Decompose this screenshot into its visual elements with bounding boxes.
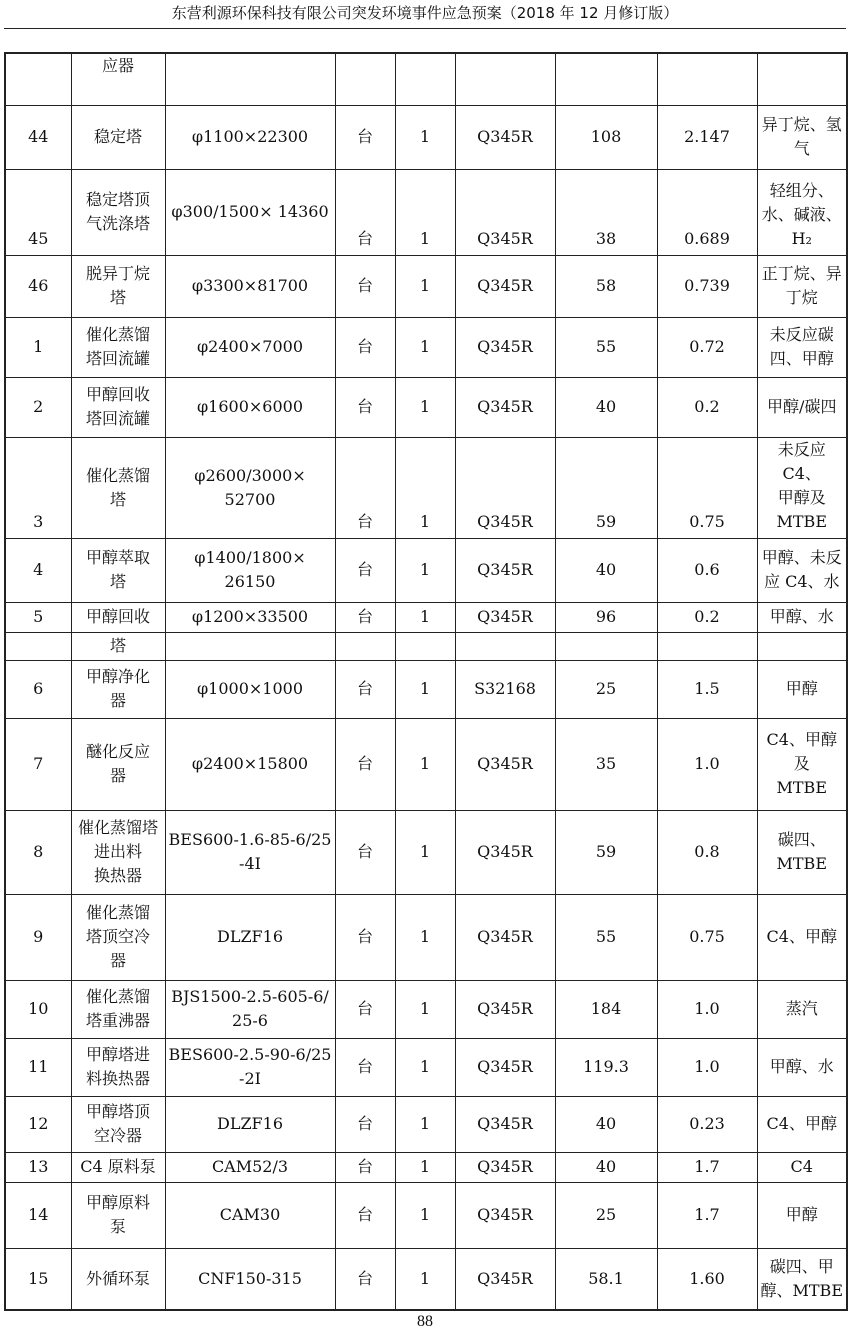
cell-unit: 台 (335, 602, 395, 632)
cell-pressure: 1.0 (657, 1038, 757, 1096)
cell-equipment-name: 催化蒸馏 塔重沸器 (71, 980, 165, 1038)
cell-medium: 未反应碳 四、甲醇 (757, 317, 847, 377)
cell-quantity: 1 (395, 810, 455, 894)
cell-material: Q345R (455, 317, 555, 377)
cell-spec (165, 632, 335, 660)
cell-spec: BJS1500-2.5-605-6/ 25-6 (165, 980, 335, 1038)
cell-quantity: 1 (395, 437, 455, 538)
page-number: 88 (417, 1313, 433, 1330)
cell-pressure: 1.7 (657, 1182, 757, 1248)
cell-pressure: 0.75 (657, 894, 757, 980)
cell-unit: 台 (335, 538, 395, 602)
cell-pressure: 0.2 (657, 377, 757, 437)
cell-medium: 甲醇 (757, 660, 847, 718)
cell-unit: 台 (335, 1182, 395, 1248)
cell-weight: 40 (555, 1096, 657, 1152)
cell-weight: 25 (555, 1182, 657, 1248)
table-row (5, 538, 847, 602)
table-row (5, 980, 847, 1038)
cell-material: Q345R (455, 105, 555, 169)
cell-quantity: 1 (395, 980, 455, 1038)
cell-unit (335, 632, 395, 660)
cell-pressure: 0.6 (657, 538, 757, 602)
cell-quantity: 1 (395, 1248, 455, 1310)
table-row (5, 1038, 847, 1096)
cell-quantity (395, 632, 455, 660)
cell-medium (757, 632, 847, 660)
cell-spec: φ1600×6000 (165, 377, 335, 437)
cell-equipment-name: C4 原料泵 (71, 1152, 165, 1182)
cell-quantity: 1 (395, 377, 455, 437)
cell-spec: φ2600/3000× 52700 (165, 437, 335, 538)
cell-seq-no (5, 632, 71, 660)
cell-spec (165, 53, 335, 105)
cell-equipment-name: 甲醇回收 (71, 602, 165, 632)
cell-seq-no: 14 (5, 1182, 71, 1248)
cell-equipment-name: 甲醇萃取 塔 (71, 538, 165, 602)
cell-medium: 轻组分、 水、碱液、 H₂ (757, 169, 847, 255)
cell-material (455, 632, 555, 660)
cell-weight: 55 (555, 894, 657, 980)
table-row (5, 810, 847, 894)
cell-unit: 台 (335, 980, 395, 1038)
cell-equipment-name: 甲醇塔进 料换热器 (71, 1038, 165, 1096)
cell-spec: CAM52/3 (165, 1152, 335, 1182)
cell-unit: 台 (335, 1038, 395, 1096)
page-header: 东营利源环保科技有限公司突发环境事件应急预案（2018 年 12 月修订版） (171, 4, 679, 22)
cell-seq-no: 7 (5, 718, 71, 810)
cell-spec: φ2400×15800 (165, 718, 335, 810)
cell-material: Q345R (455, 255, 555, 317)
cell-quantity: 1 (395, 718, 455, 810)
cell-unit: 台 (335, 1152, 395, 1182)
table-row (5, 660, 847, 718)
table-row (5, 894, 847, 980)
cell-pressure: 1.7 (657, 1152, 757, 1182)
cell-unit: 台 (335, 255, 395, 317)
cell-spec: φ1000×1000 (165, 660, 335, 718)
cell-spec: BES600-2.5-90-6/25 -2I (165, 1038, 335, 1096)
cell-material: Q345R (455, 980, 555, 1038)
cell-equipment-name: 稳定塔 (71, 105, 165, 169)
cell-seq-no: 44 (5, 105, 71, 169)
cell-pressure (657, 632, 757, 660)
cell-material: Q345R (455, 602, 555, 632)
table-row (5, 718, 847, 810)
cell-pressure: 0.739 (657, 255, 757, 317)
cell-medium: C4、甲醇 及 MTBE (757, 718, 847, 810)
cell-quantity: 1 (395, 894, 455, 980)
header-rule (4, 28, 846, 29)
table-row (5, 377, 847, 437)
cell-unit: 台 (335, 1248, 395, 1310)
cell-unit: 台 (335, 660, 395, 718)
cell-seq-no: 15 (5, 1248, 71, 1310)
cell-seq-no: 11 (5, 1038, 71, 1096)
cell-material (455, 53, 555, 105)
table-row (5, 437, 847, 538)
cell-equipment-name: 应器 (71, 53, 165, 105)
table-row (5, 53, 847, 105)
cell-seq-no: 46 (5, 255, 71, 317)
cell-medium: 异丁烷、氢 气 (757, 105, 847, 169)
cell-weight: 96 (555, 602, 657, 632)
equipment-table (4, 52, 848, 1311)
cell-material: Q345R (455, 169, 555, 255)
cell-pressure: 0.689 (657, 169, 757, 255)
cell-spec: φ2400×7000 (165, 317, 335, 377)
cell-weight: 108 (555, 105, 657, 169)
cell-equipment-name: 甲醇回收 塔回流罐 (71, 377, 165, 437)
cell-pressure: 1.0 (657, 718, 757, 810)
cell-pressure: 2.147 (657, 105, 757, 169)
cell-material: Q345R (455, 437, 555, 538)
cell-spec: φ3300×81700 (165, 255, 335, 317)
cell-weight: 55 (555, 317, 657, 377)
cell-medium: 甲醇、水 (757, 1038, 847, 1096)
cell-seq-no: 9 (5, 894, 71, 980)
cell-seq-no: 45 (5, 169, 71, 255)
cell-pressure (657, 53, 757, 105)
cell-material: Q345R (455, 1182, 555, 1248)
cell-unit: 台 (335, 437, 395, 538)
cell-seq-no: 2 (5, 377, 71, 437)
cell-seq-no: 12 (5, 1096, 71, 1152)
cell-equipment-name: 甲醇净化 器 (71, 660, 165, 718)
cell-pressure: 0.2 (657, 602, 757, 632)
cell-seq-no: 4 (5, 538, 71, 602)
cell-quantity: 1 (395, 602, 455, 632)
cell-material: Q345R (455, 1152, 555, 1182)
cell-pressure: 0.72 (657, 317, 757, 377)
cell-weight: 59 (555, 437, 657, 538)
cell-weight: 58.1 (555, 1248, 657, 1310)
cell-spec: CNF150-315 (165, 1248, 335, 1310)
cell-quantity: 1 (395, 1096, 455, 1152)
table-row (5, 602, 847, 632)
table-row (5, 105, 847, 169)
cell-quantity: 1 (395, 1038, 455, 1096)
cell-pressure: 1.5 (657, 660, 757, 718)
cell-unit: 台 (335, 1096, 395, 1152)
cell-weight: 58 (555, 255, 657, 317)
cell-equipment-name: 甲醇塔顶 空冷器 (71, 1096, 165, 1152)
cell-weight: 40 (555, 377, 657, 437)
cell-spec: CAM30 (165, 1182, 335, 1248)
cell-material: S32168 (455, 660, 555, 718)
cell-medium: 甲醇、水 (757, 602, 847, 632)
cell-quantity: 1 (395, 105, 455, 169)
cell-weight: 40 (555, 1152, 657, 1182)
cell-seq-no: 10 (5, 980, 71, 1038)
cell-medium: 碳四、 MTBE (757, 810, 847, 894)
cell-seq-no: 8 (5, 810, 71, 894)
cell-pressure: 0.8 (657, 810, 757, 894)
cell-weight: 59 (555, 810, 657, 894)
cell-unit: 台 (335, 718, 395, 810)
table-row (5, 1248, 847, 1310)
cell-medium: C4、甲醇 (757, 1096, 847, 1152)
cell-weight (555, 632, 657, 660)
cell-medium (757, 53, 847, 105)
cell-equipment-name: 醚化反应 器 (71, 718, 165, 810)
cell-weight: 40 (555, 538, 657, 602)
cell-weight: 38 (555, 169, 657, 255)
cell-spec: φ1200×33500 (165, 602, 335, 632)
cell-equipment-name: 催化蒸馏 塔顶空冷 器 (71, 894, 165, 980)
cell-quantity: 1 (395, 1152, 455, 1182)
cell-quantity: 1 (395, 317, 455, 377)
cell-material: Q345R (455, 1038, 555, 1096)
cell-unit (335, 53, 395, 105)
cell-unit: 台 (335, 105, 395, 169)
cell-quantity (395, 53, 455, 105)
cell-medium: 正丁烷、异 丁烷 (757, 255, 847, 317)
cell-unit: 台 (335, 317, 395, 377)
table-row (5, 317, 847, 377)
cell-medium: 碳四、甲 醇、MTBE (757, 1248, 847, 1310)
cell-seq-no: 3 (5, 437, 71, 538)
cell-equipment-name: 甲醇原料 泵 (71, 1182, 165, 1248)
cell-spec: DLZF16 (165, 894, 335, 980)
cell-quantity: 1 (395, 169, 455, 255)
cell-weight: 25 (555, 660, 657, 718)
cell-spec: BES600-1.6-85-6/25 -4I (165, 810, 335, 894)
cell-equipment-name: 催化蒸馏 塔 (71, 437, 165, 538)
cell-pressure: 0.23 (657, 1096, 757, 1152)
cell-spec: φ1400/1800× 26150 (165, 538, 335, 602)
table-row (5, 255, 847, 317)
cell-weight: 184 (555, 980, 657, 1038)
cell-quantity: 1 (395, 255, 455, 317)
cell-seq-no (5, 53, 71, 105)
cell-unit: 台 (335, 894, 395, 980)
cell-unit: 台 (335, 169, 395, 255)
cell-material: Q345R (455, 894, 555, 980)
cell-unit: 台 (335, 377, 395, 437)
cell-material: Q345R (455, 377, 555, 437)
cell-equipment-name: 催化蒸馏 塔回流罐 (71, 317, 165, 377)
table-row (5, 1152, 847, 1182)
cell-seq-no: 6 (5, 660, 71, 718)
cell-pressure: 1.0 (657, 980, 757, 1038)
cell-medium: 甲醇、未反 应 C4、水 (757, 538, 847, 602)
cell-medium: 未反应 C4、 甲醇及 MTBE (757, 437, 847, 538)
cell-quantity: 1 (395, 660, 455, 718)
cell-medium: 蒸汽 (757, 980, 847, 1038)
table-row (5, 1182, 847, 1248)
table-row (5, 1096, 847, 1152)
cell-equipment-name: 塔 (71, 632, 165, 660)
cell-medium: C4、甲醇 (757, 894, 847, 980)
cell-spec: DLZF16 (165, 1096, 335, 1152)
cell-material: Q345R (455, 1096, 555, 1152)
cell-medium: C4 (757, 1152, 847, 1182)
cell-equipment-name: 脱异丁烷 塔 (71, 255, 165, 317)
cell-material: Q345R (455, 1248, 555, 1310)
cell-seq-no: 5 (5, 602, 71, 632)
cell-medium: 甲醇 (757, 1182, 847, 1248)
cell-seq-no: 13 (5, 1152, 71, 1182)
cell-spec: φ300/1500× 14360 (165, 169, 335, 255)
cell-pressure: 1.60 (657, 1248, 757, 1310)
cell-pressure: 0.75 (657, 437, 757, 538)
cell-equipment-name: 外循环泵 (71, 1248, 165, 1310)
cell-material: Q345R (455, 538, 555, 602)
cell-equipment-name: 稳定塔顶 气洗涤塔 (71, 169, 165, 255)
cell-quantity: 1 (395, 1182, 455, 1248)
cell-equipment-name: 催化蒸馏塔 进出料 换热器 (71, 810, 165, 894)
cell-weight (555, 53, 657, 105)
cell-spec: φ1100×22300 (165, 105, 335, 169)
cell-unit: 台 (335, 810, 395, 894)
table-row (5, 169, 847, 255)
cell-weight: 35 (555, 718, 657, 810)
cell-material: Q345R (455, 810, 555, 894)
cell-medium: 甲醇/碳四 (757, 377, 847, 437)
cell-seq-no: 1 (5, 317, 71, 377)
table-row (5, 632, 847, 660)
cell-weight: 119.3 (555, 1038, 657, 1096)
cell-material: Q345R (455, 718, 555, 810)
cell-quantity: 1 (395, 538, 455, 602)
